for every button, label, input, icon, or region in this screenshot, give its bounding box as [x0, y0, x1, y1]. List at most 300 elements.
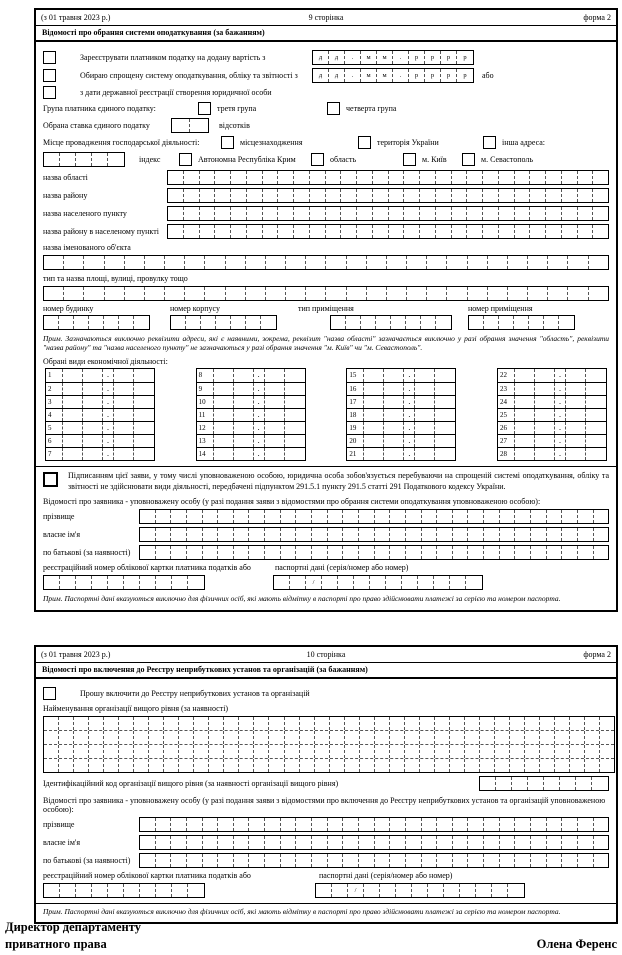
cell[interactable] — [44, 153, 60, 166]
cell[interactable] — [332, 884, 348, 897]
cell[interactable] — [265, 435, 285, 447]
cell[interactable] — [364, 884, 380, 897]
cell[interactable] — [140, 818, 156, 831]
cell[interactable] — [555, 731, 570, 744]
cell[interactable] — [500, 546, 516, 559]
cell[interactable]: р — [409, 69, 425, 82]
cell[interactable] — [531, 854, 547, 867]
cell[interactable] — [171, 836, 187, 849]
cell[interactable] — [281, 836, 297, 849]
cell[interactable] — [437, 854, 453, 867]
cell[interactable] — [296, 818, 312, 831]
cell[interactable] — [328, 854, 344, 867]
cell[interactable] — [515, 546, 531, 559]
cell[interactable] — [285, 731, 300, 744]
cell[interactable] — [460, 884, 476, 897]
cell[interactable] — [164, 745, 179, 758]
cell[interactable] — [231, 207, 247, 220]
cell[interactable] — [310, 207, 326, 220]
cell[interactable] — [59, 759, 74, 772]
cell[interactable] — [499, 316, 514, 329]
cell[interactable] — [530, 171, 546, 184]
cell[interactable] — [468, 836, 484, 849]
cell[interactable] — [586, 396, 606, 408]
cell[interactable] — [420, 717, 435, 730]
cell[interactable] — [415, 435, 435, 447]
cell[interactable] — [566, 422, 586, 434]
cell[interactable] — [535, 435, 555, 447]
cell[interactable] — [452, 171, 468, 184]
cell[interactable] — [296, 528, 312, 541]
cell[interactable] — [347, 256, 367, 269]
cell[interactable] — [156, 510, 172, 523]
cell[interactable] — [209, 759, 224, 772]
cell[interactable] — [420, 759, 435, 772]
cell[interactable] — [566, 448, 586, 460]
cell[interactable] — [500, 836, 516, 849]
cell[interactable] — [246, 287, 266, 300]
cell[interactable]: р — [441, 51, 457, 64]
cell[interactable]: д — [329, 69, 345, 82]
cell[interactable] — [254, 731, 269, 744]
cell[interactable] — [247, 189, 263, 202]
cell[interactable] — [215, 207, 231, 220]
cell[interactable] — [201, 316, 216, 329]
cell[interactable] — [546, 225, 562, 238]
cell[interactable] — [74, 316, 89, 329]
cell[interactable] — [341, 207, 357, 220]
cell[interactable] — [480, 717, 495, 730]
cell[interactable] — [312, 546, 328, 559]
cell[interactable] — [249, 510, 265, 523]
cell[interactable] — [376, 316, 391, 329]
cell[interactable] — [310, 171, 326, 184]
cell[interactable] — [422, 836, 438, 849]
cell[interactable] — [421, 316, 436, 329]
cell[interactable] — [338, 576, 354, 589]
cell[interactable] — [594, 818, 609, 831]
cell[interactable] — [59, 717, 74, 730]
cell[interactable] — [265, 422, 285, 434]
cell[interactable] — [274, 576, 290, 589]
cell[interactable] — [500, 528, 516, 541]
cell[interactable] — [544, 316, 559, 329]
cell[interactable] — [484, 836, 500, 849]
cell[interactable] — [406, 510, 422, 523]
cell[interactable] — [515, 448, 535, 460]
patronymic-input-10[interactable] — [139, 853, 609, 868]
cell[interactable] — [149, 731, 164, 744]
cell[interactable] — [427, 287, 447, 300]
cell[interactable]: м — [361, 69, 377, 82]
cell[interactable] — [592, 777, 608, 790]
cell[interactable] — [384, 369, 404, 382]
place-territory-checkbox[interactable] — [358, 136, 371, 149]
cell[interactable] — [215, 171, 231, 184]
nonprofit-request-checkbox[interactable] — [43, 687, 56, 700]
cell[interactable] — [306, 287, 326, 300]
cell[interactable] — [585, 745, 600, 758]
cell[interactable] — [105, 287, 125, 300]
cell[interactable] — [560, 777, 576, 790]
cell[interactable] — [168, 225, 184, 238]
cell[interactable] — [104, 731, 119, 744]
cell[interactable] — [187, 836, 203, 849]
cell[interactable] — [566, 409, 586, 421]
cell[interactable] — [384, 383, 404, 395]
cell[interactable] — [218, 528, 234, 541]
cell[interactable] — [450, 717, 465, 730]
cell[interactable] — [578, 528, 594, 541]
cell[interactable] — [265, 369, 285, 382]
cell[interactable] — [59, 316, 74, 329]
cell[interactable]: д — [313, 51, 329, 64]
passport-input-10[interactable] — [315, 883, 525, 898]
cell[interactable] — [83, 369, 103, 382]
cell[interactable]: м — [377, 51, 393, 64]
cell[interactable] — [239, 745, 254, 758]
cell[interactable] — [435, 731, 450, 744]
cell[interactable] — [562, 854, 578, 867]
cell[interactable] — [450, 759, 465, 772]
cell[interactable] — [218, 836, 234, 849]
cell[interactable] — [285, 369, 305, 382]
cell[interactable] — [63, 422, 83, 434]
cell[interactable] — [134, 316, 149, 329]
cell[interactable] — [224, 717, 239, 730]
cell[interactable] — [156, 528, 172, 541]
cell[interactable] — [436, 189, 452, 202]
cell[interactable] — [402, 576, 418, 589]
cell[interactable] — [164, 717, 179, 730]
cell[interactable] — [547, 854, 563, 867]
cell[interactable] — [63, 396, 83, 408]
cell[interactable] — [156, 854, 172, 867]
cell[interactable] — [389, 189, 405, 202]
cell[interactable] — [594, 546, 609, 559]
cell[interactable] — [390, 717, 405, 730]
cell[interactable] — [300, 745, 315, 758]
building-number-input[interactable] — [43, 315, 150, 330]
cell[interactable] — [286, 287, 306, 300]
cell[interactable] — [450, 745, 465, 758]
cell[interactable] — [359, 836, 375, 849]
cell[interactable] — [570, 717, 585, 730]
cell[interactable] — [285, 448, 305, 460]
cell[interactable] — [361, 316, 376, 329]
cell[interactable] — [185, 256, 205, 269]
cell[interactable] — [480, 759, 495, 772]
cell[interactable] — [63, 409, 83, 421]
cell[interactable] — [134, 422, 154, 434]
cell[interactable] — [124, 576, 140, 589]
cell[interactable] — [562, 546, 578, 559]
cell[interactable] — [468, 818, 484, 831]
cell[interactable] — [570, 745, 585, 758]
cell[interactable] — [546, 189, 562, 202]
cell[interactable] — [391, 316, 406, 329]
cell[interactable] — [546, 171, 562, 184]
cell[interactable] — [294, 171, 310, 184]
cell[interactable] — [375, 836, 391, 849]
cell[interactable] — [465, 745, 480, 758]
cell[interactable] — [406, 546, 422, 559]
cell[interactable]: д — [313, 69, 329, 82]
cell[interactable] — [407, 287, 427, 300]
cell[interactable] — [535, 409, 555, 421]
cell[interactable] — [310, 189, 326, 202]
cell[interactable] — [500, 818, 516, 831]
cell[interactable] — [418, 576, 434, 589]
cell[interactable] — [214, 448, 234, 460]
cell[interactable] — [359, 854, 375, 867]
cell[interactable] — [265, 396, 285, 408]
cell[interactable] — [315, 745, 330, 758]
tax-rate-input[interactable] — [171, 118, 209, 133]
cell[interactable] — [484, 528, 500, 541]
cell[interactable] — [231, 316, 246, 329]
cell[interactable] — [234, 854, 250, 867]
cell[interactable] — [203, 836, 219, 849]
cell[interactable] — [468, 256, 488, 269]
cell[interactable] — [114, 448, 134, 460]
cell[interactable] — [373, 225, 389, 238]
cell[interactable] — [254, 745, 269, 758]
cell[interactable] — [480, 731, 495, 744]
cell[interactable] — [214, 383, 234, 395]
cell[interactable] — [168, 189, 184, 202]
cell[interactable] — [495, 759, 510, 772]
cell[interactable] — [89, 759, 104, 772]
cell[interactable] — [328, 836, 344, 849]
cell[interactable] — [435, 422, 455, 434]
cell[interactable] — [347, 287, 367, 300]
cell[interactable] — [515, 854, 531, 867]
cell[interactable] — [246, 256, 266, 269]
cell[interactable] — [165, 256, 185, 269]
cell[interactable] — [114, 369, 134, 382]
cell[interactable] — [89, 316, 104, 329]
cell[interactable] — [420, 225, 436, 238]
cell[interactable] — [515, 171, 531, 184]
cell[interactable] — [104, 717, 119, 730]
cell[interactable] — [285, 409, 305, 421]
cell[interactable] — [140, 528, 156, 541]
cell[interactable] — [315, 759, 330, 772]
cell[interactable] — [578, 836, 594, 849]
cell[interactable] — [343, 854, 359, 867]
cell[interactable] — [466, 576, 482, 589]
cell[interactable] — [145, 256, 165, 269]
kyiv-checkbox[interactable] — [403, 153, 416, 166]
cell[interactable] — [322, 576, 338, 589]
cell[interactable] — [406, 854, 422, 867]
cell[interactable] — [380, 884, 396, 897]
cell[interactable] — [184, 189, 200, 202]
cell[interactable] — [360, 745, 375, 758]
surname-input[interactable] — [139, 509, 609, 524]
cell[interactable]: р — [441, 69, 457, 82]
cell[interactable] — [515, 409, 535, 421]
cell[interactable] — [188, 884, 204, 897]
cell[interactable] — [119, 745, 134, 758]
cell[interactable] — [76, 153, 92, 166]
cell[interactable] — [234, 448, 254, 460]
cell[interactable] — [249, 836, 265, 849]
cell[interactable] — [531, 510, 547, 523]
cell[interactable] — [600, 731, 614, 744]
cell[interactable] — [499, 207, 515, 220]
cell[interactable] — [499, 189, 515, 202]
cell[interactable] — [76, 576, 92, 589]
cell[interactable] — [265, 383, 285, 395]
cell[interactable] — [84, 256, 104, 269]
cell[interactable] — [566, 396, 586, 408]
cell[interactable] — [59, 731, 74, 744]
cell[interactable]: р — [463, 54, 467, 61]
cell[interactable] — [285, 383, 305, 395]
cell[interactable] — [215, 225, 231, 238]
cell[interactable]: . — [345, 69, 361, 82]
cell[interactable] — [108, 884, 124, 897]
cell[interactable] — [171, 818, 187, 831]
cell[interactable] — [422, 546, 438, 559]
cell[interactable] — [436, 207, 452, 220]
cell[interactable] — [453, 836, 469, 849]
cell[interactable] — [328, 528, 344, 541]
cell[interactable] — [179, 759, 194, 772]
cell[interactable] — [578, 189, 594, 202]
cell[interactable] — [234, 546, 250, 559]
cell[interactable] — [593, 207, 608, 220]
cell[interactable] — [444, 884, 460, 897]
cell[interactable] — [145, 287, 165, 300]
cell[interactable] — [578, 225, 594, 238]
cell[interactable] — [104, 759, 119, 772]
cell[interactable] — [484, 546, 500, 559]
cell[interactable] — [84, 287, 104, 300]
group3-checkbox[interactable] — [198, 102, 211, 115]
cell[interactable] — [265, 546, 281, 559]
cell[interactable] — [194, 717, 209, 730]
cell[interactable] — [203, 818, 219, 831]
cell[interactable] — [190, 119, 208, 132]
cell[interactable] — [364, 422, 384, 434]
cell[interactable] — [200, 207, 216, 220]
cell[interactable] — [386, 576, 402, 589]
cell[interactable] — [234, 510, 250, 523]
cell[interactable] — [469, 316, 484, 329]
cell[interactable] — [500, 854, 516, 867]
cell[interactable] — [234, 422, 254, 434]
cell[interactable] — [389, 207, 405, 220]
cell[interactable] — [64, 287, 84, 300]
cell[interactable] — [326, 171, 342, 184]
cell[interactable] — [390, 510, 406, 523]
vat-checkbox[interactable] — [43, 51, 56, 64]
cell[interactable] — [375, 510, 391, 523]
cell[interactable] — [83, 448, 103, 460]
cell[interactable] — [548, 287, 568, 300]
cell[interactable]: р — [409, 51, 425, 64]
cell[interactable] — [600, 745, 614, 758]
cell[interactable] — [415, 369, 435, 382]
cell[interactable] — [263, 207, 279, 220]
cell[interactable] — [530, 189, 546, 202]
cell[interactable] — [495, 717, 510, 730]
cell[interactable]: . — [393, 69, 409, 82]
cell[interactable] — [312, 818, 328, 831]
cell[interactable] — [375, 745, 390, 758]
cell[interactable] — [422, 854, 438, 867]
cell[interactable] — [364, 409, 384, 421]
cell[interactable] — [370, 576, 386, 589]
cell[interactable] — [134, 759, 149, 772]
cell[interactable] — [231, 171, 247, 184]
cell[interactable] — [330, 759, 345, 772]
cell[interactable] — [515, 383, 535, 395]
cell[interactable] — [203, 510, 219, 523]
cell[interactable] — [404, 225, 420, 238]
cell[interactable] — [559, 316, 574, 329]
cell[interactable] — [234, 369, 254, 382]
cell[interactable] — [484, 316, 499, 329]
commitment-checkbox[interactable] — [43, 472, 58, 487]
cell[interactable] — [435, 383, 455, 395]
cell[interactable] — [450, 731, 465, 744]
cell[interactable] — [114, 409, 134, 421]
cell[interactable] — [134, 409, 154, 421]
cell[interactable] — [186, 316, 201, 329]
cell[interactable] — [83, 422, 103, 434]
cell[interactable] — [92, 153, 108, 166]
cell[interactable] — [359, 818, 375, 831]
cell[interactable] — [360, 731, 375, 744]
cell[interactable] — [343, 546, 359, 559]
cell[interactable] — [209, 745, 224, 758]
cell[interactable] — [59, 745, 74, 758]
cell[interactable] — [89, 745, 104, 758]
cell[interactable] — [435, 409, 455, 421]
cell[interactable] — [231, 189, 247, 202]
cell[interactable] — [224, 731, 239, 744]
cell[interactable] — [200, 189, 216, 202]
cell[interactable] — [547, 818, 563, 831]
cell[interactable] — [214, 369, 234, 382]
cell[interactable] — [265, 818, 281, 831]
cell[interactable] — [483, 207, 499, 220]
cell[interactable] — [263, 189, 279, 202]
cell[interactable] — [171, 528, 187, 541]
cell[interactable] — [578, 510, 594, 523]
cell[interactable] — [515, 189, 531, 202]
cell[interactable] — [405, 717, 420, 730]
cell[interactable] — [125, 287, 145, 300]
cell[interactable] — [281, 528, 297, 541]
cell[interactable] — [231, 225, 247, 238]
sevastopol-checkbox[interactable] — [462, 153, 475, 166]
cell[interactable] — [326, 225, 342, 238]
cell[interactable] — [468, 546, 484, 559]
cell[interactable] — [436, 316, 451, 329]
cell[interactable] — [555, 745, 570, 758]
cell[interactable] — [187, 528, 203, 541]
cell[interactable] — [114, 396, 134, 408]
cell[interactable] — [205, 256, 225, 269]
cell[interactable] — [278, 171, 294, 184]
cell[interactable] — [515, 422, 535, 434]
cell[interactable] — [171, 546, 187, 559]
